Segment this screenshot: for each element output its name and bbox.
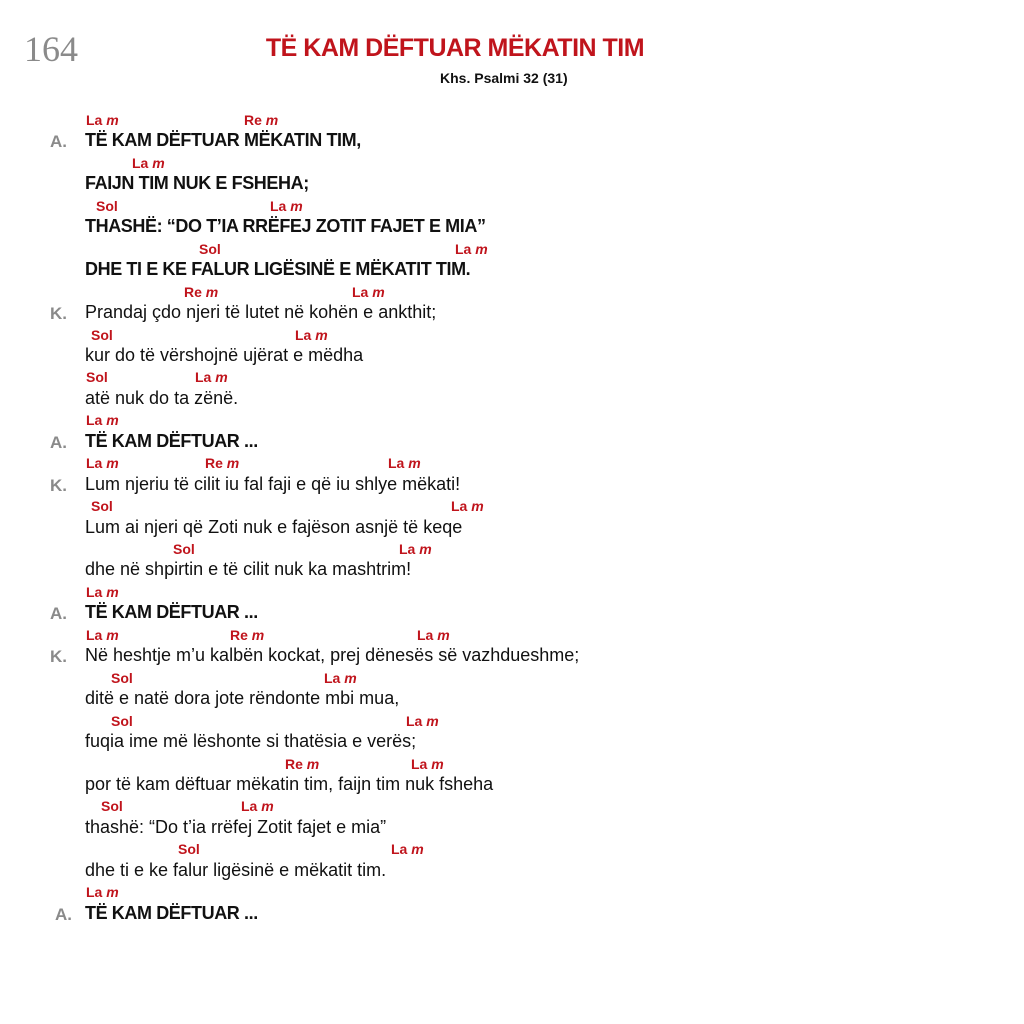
- chord-minor: m: [106, 112, 119, 128]
- chord-root: Sol: [91, 326, 113, 343]
- chord: [195, 369, 228, 385]
- chord: [241, 798, 274, 814]
- chord: [417, 627, 450, 643]
- chord: [96, 198, 118, 214]
- chord-minor: m: [251, 626, 265, 643]
- verse-label: A.: [50, 132, 67, 152]
- chord: [111, 713, 133, 729]
- chord-root: La: [352, 283, 373, 300]
- chord-minor: m: [106, 626, 119, 643]
- refrain-line: TË KAM DËFTUAR ...: [85, 902, 258, 923]
- lyric-line: ditë e natë dora jote rëndonte mbi mua,: [85, 688, 400, 709]
- chord-root: La: [451, 498, 472, 515]
- refrain-line: THASHË: “DO T’IA RRËFEJ ZOTIT FAJET E MIA”: [85, 216, 486, 237]
- chord-root: La: [295, 326, 316, 343]
- chord: [184, 284, 218, 300]
- chord-root: La: [417, 626, 438, 643]
- chord: [91, 498, 113, 514]
- chord-root: La: [411, 755, 432, 772]
- lyric-line: dhe në shpirtin e të cilit nuk ka mashtrim!: [85, 559, 412, 580]
- chord-root: Re: [205, 455, 227, 472]
- chord-root: La: [388, 455, 409, 472]
- chord: [451, 498, 484, 514]
- chord-minor: m: [475, 240, 488, 257]
- chord-minor: m: [290, 197, 303, 214]
- chord-root: La: [86, 112, 107, 128]
- chord-minor: m: [205, 283, 219, 300]
- chord-root: La: [132, 154, 153, 171]
- verse-label: K.: [50, 304, 67, 324]
- refrain-line: DHE TI E KE FALUR LIGËSINË E MËKATIT TIM.: [85, 259, 471, 280]
- chord-root: Sol: [96, 197, 118, 214]
- chord-minor: m: [408, 455, 421, 472]
- chord: [86, 455, 119, 471]
- chord-root: Sol: [111, 669, 133, 686]
- chord-minor: m: [372, 283, 385, 300]
- chord-root: Sol: [199, 240, 221, 257]
- chord-minor: m: [437, 626, 450, 643]
- chord-root: La: [86, 455, 107, 472]
- chord-root: La: [86, 583, 107, 600]
- lyric-line: Në heshtje m’u kalbën kockat, prej dënesës së vazhdueshme;: [85, 645, 580, 666]
- refrain-line: TË KAM DËFTUAR ...: [85, 430, 258, 451]
- chord-minor: m: [106, 583, 119, 600]
- chord: [173, 541, 195, 557]
- chord: [270, 198, 303, 214]
- chord-root: Re: [244, 112, 266, 128]
- chord: [295, 327, 328, 343]
- chord: [91, 327, 113, 343]
- chord: [352, 284, 385, 300]
- chord-root: Sol: [111, 712, 133, 729]
- chord: [86, 884, 119, 900]
- chord: [411, 756, 444, 772]
- chord-root: Sol: [173, 541, 195, 557]
- chord: [388, 455, 421, 471]
- chord: [285, 756, 319, 772]
- chord-root: Re: [230, 626, 252, 643]
- chord-root: Sol: [101, 798, 123, 815]
- refrain-line: TË KAM DËFTUAR MËKATIN TIM,: [85, 130, 361, 151]
- chord-minor: m: [226, 455, 240, 472]
- chord: [205, 455, 239, 471]
- chord-root: La: [86, 412, 107, 429]
- chord-root: La: [391, 841, 412, 858]
- refrain-line: FAIJN TIM NUK E FSHEHA;: [85, 173, 309, 194]
- chord-root: La: [86, 626, 107, 643]
- chord-minor: m: [315, 326, 328, 343]
- chord-minor: m: [426, 712, 439, 729]
- chord-minor: m: [215, 369, 228, 386]
- lyric-line: fuqia ime më lëshonte si thatësia e verës;: [85, 731, 417, 752]
- chord-minor: m: [261, 798, 274, 815]
- chord-root: Re: [285, 755, 307, 772]
- chord-minor: m: [431, 755, 444, 772]
- lyric-line: atë nuk do ta zënë.: [85, 387, 239, 408]
- lyric-line: thashë: “Do t’ia rrëfej Zotit fajet e mia”: [85, 816, 387, 837]
- chord: [111, 670, 133, 686]
- chord: [86, 112, 119, 128]
- chord-root: La: [455, 240, 476, 257]
- lyric-line: Lum ai njeri që Zoti nuk e fajëson asnjë të keqe: [85, 516, 463, 537]
- lyric-line: kur do të vërshojnë ujërat e mëdha: [85, 344, 364, 365]
- chord: [86, 412, 119, 428]
- chord-root: Sol: [178, 841, 200, 858]
- chord-minor: m: [344, 669, 357, 686]
- chord: [391, 841, 424, 857]
- chord: [399, 541, 432, 557]
- lyric-line: por të kam dëftuar mëkatin tim, faijn tim nuk fsheha: [85, 773, 494, 794]
- chord-root: Sol: [86, 369, 108, 386]
- chord-minor: m: [306, 755, 320, 772]
- verse-label: A.: [50, 432, 67, 452]
- chord-root: La: [406, 712, 427, 729]
- refrain-line: TË KAM DËFTUAR ...: [85, 602, 258, 623]
- chord-minor: m: [106, 884, 119, 901]
- page-number: 164: [24, 29, 78, 69]
- verse-label: A.: [55, 904, 72, 924]
- chord-minor: m: [411, 841, 424, 858]
- chord: [101, 798, 123, 814]
- lyric-line: Lum njeriu të cilit iu fal faji e që iu shlye mëkati!: [85, 473, 461, 494]
- verse-label: A.: [50, 604, 67, 624]
- chord: [178, 841, 200, 857]
- chord: [406, 713, 439, 729]
- chord-root: La: [195, 369, 216, 386]
- chord: [244, 112, 278, 128]
- chord-root: Sol: [91, 498, 113, 515]
- chord-root: Re: [184, 283, 206, 300]
- chord-root: La: [86, 884, 107, 901]
- chord: [199, 241, 221, 257]
- chord-root: La: [241, 798, 262, 815]
- song-title: TË KAM DËFTUAR MËKATIN TIM: [265, 34, 645, 62]
- chord-root: La: [399, 541, 420, 557]
- chord: [86, 369, 108, 385]
- chord-minor: m: [471, 498, 484, 515]
- chord-root: La: [270, 197, 291, 214]
- chord: [86, 627, 119, 643]
- chord: [324, 670, 357, 686]
- chord: [132, 155, 165, 171]
- lyric-line: dhe ti e ke falur ligësinë e mëkatit tim.: [85, 859, 387, 880]
- chord: [230, 627, 264, 643]
- chord: [455, 241, 488, 257]
- verse-label: K.: [50, 647, 67, 667]
- song-subtitle: Khs. Psalmi 32 (31): [440, 70, 568, 86]
- chord-minor: m: [419, 541, 432, 557]
- chord: [86, 584, 119, 600]
- chord-minor: m: [106, 455, 119, 472]
- chord-root: La: [324, 669, 345, 686]
- chord-minor: m: [265, 112, 279, 128]
- chord-minor: m: [106, 412, 119, 429]
- verse-label: K.: [50, 475, 67, 495]
- lyric-line: Prandaj çdo njeri të lutet në kohën e ankthit;: [85, 302, 437, 323]
- chord-minor: m: [152, 154, 165, 171]
